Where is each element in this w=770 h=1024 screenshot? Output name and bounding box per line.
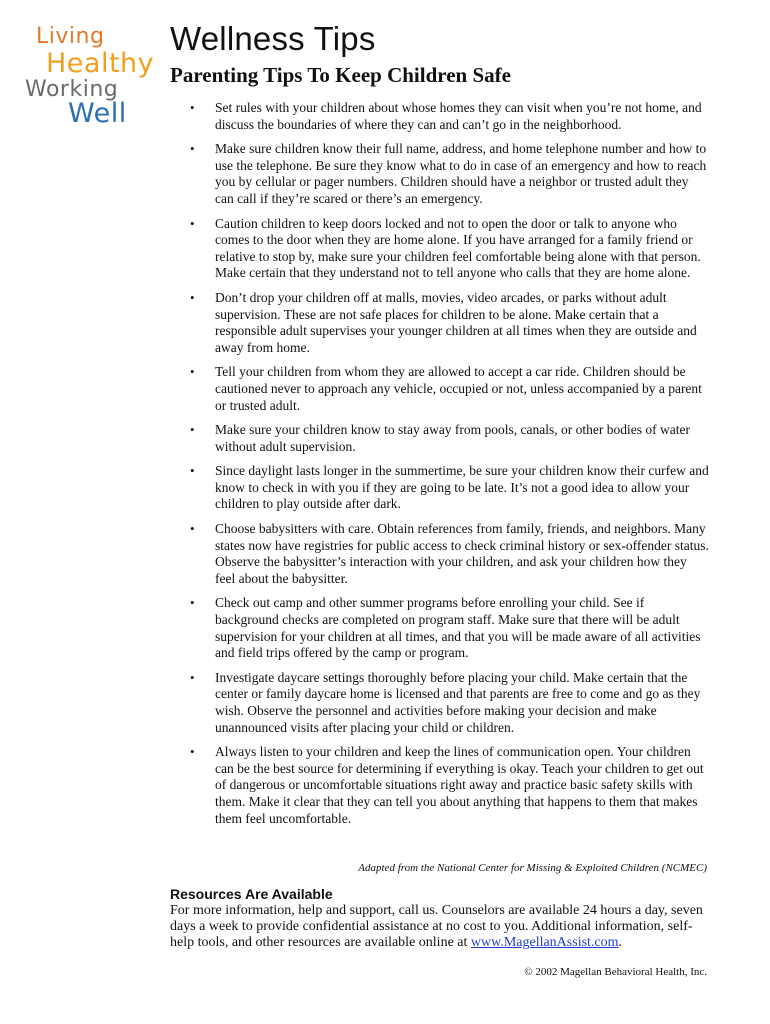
- page-title: Wellness Tips: [170, 20, 376, 57]
- page-subtitle: Parenting Tips To Keep Children Safe: [170, 63, 511, 87]
- bullet-icon: •: [190, 744, 195, 760]
- tip-item: [170, 290, 710, 356]
- tip-text: Don’t drop your children off at malls, movies, video arcades, or parks without adult supervision. These are not safe places for children to be alone. Make certain that a responsible adult supervises your younger children at all times when they are outside and away from home.: [215, 289, 697, 355]
- tip-text: Since daylight lasts longer in the summertime, be sure your children know their curfew and know to check in with you if they are going to be late. It’s not a good idea to allow your children to play outside after dark.: [215, 463, 709, 512]
- bullet-icon: •: [190, 422, 195, 438]
- tip-text: Set rules with your children about whose homes they can visit when you’re not home, and discuss the boundaries of where they can and can’t go in the neighborhood.: [215, 100, 702, 132]
- copyright-notice: © 2002 Magellan Behavioral Health, Inc.: [524, 966, 707, 978]
- bullet-icon: •: [190, 521, 195, 537]
- tip-item: [170, 141, 710, 207]
- tip-item: [170, 364, 710, 414]
- bullet-icon: •: [190, 141, 195, 157]
- bullet-icon: •: [190, 595, 195, 611]
- logo-word-working: Working: [25, 77, 119, 102]
- bullet-icon: •: [190, 364, 195, 380]
- tip-text: Tell your children from whom they are allowed to accept a car ride. Children should be cautioned never to approach any vehicle, occupied or not, unless accompanied by a parent or trusted adult.: [215, 364, 702, 413]
- tip-item: [170, 744, 710, 827]
- tip-text: Make sure children know their full name, address, and home telephone number and how to use the telephone. Be sure they know what to do in case of an emergency and how to reach you by cellular or pager numbers. Children should have a neighbor or trusted adult they can call if they’re scared or there’s an emergency.: [215, 141, 707, 206]
- resources-text: For more information, help and support, call us. Counselors are available 24 hours a day, seven days a week to provide confidential assistance at no cost to you. Additional information, self-help tools, and other resources are available online at: [170, 903, 703, 951]
- bullet-icon: •: [190, 289, 195, 305]
- tip-item: [170, 521, 710, 587]
- tip-text: Always listen to your children and keep the lines of communication open. Your children can be the best source for determining if everything is okay. Teach your children to get out of dangerous or uncomfortable situations right away and practice basic safety skills with them. Make it clear that they can tell you about anything that happens to them that makes them feel uncomfortable.: [215, 744, 704, 826]
- tip-item: [170, 670, 710, 736]
- resources-trailing-period: .: [618, 935, 623, 951]
- resources-paragraph: [170, 903, 710, 952]
- logo-word-well: Well: [68, 98, 127, 129]
- logo-word-living: Living: [36, 24, 105, 49]
- tip-item: [170, 463, 710, 513]
- tip-item: [170, 216, 710, 282]
- tip-text: Investigate daycare settings thoroughly before placing your child. Make certain that the center or family daycare home is licensed and that parents are free to come and go as they wish. Observe the personnel and activities before making your decision and make unannounced visits after placing your child or children.: [215, 669, 701, 735]
- magellan-assist-link[interactable]: www.MagellanAssist.com: [470, 935, 619, 951]
- tip-text: Caution children to keep doors locked and not to open the door or talk to anyone who comes to the door when they are home alone. If you have arranged for a family friend or relative to stop by, make sure your children feel comfortable being alone with that person. Make certain that they understand not to tell anyone who calls that they are home alone.: [215, 215, 701, 281]
- attribution-note: Adapted from the National Center for Missing & Exploited Children (NCMEC): [358, 862, 707, 874]
- bullet-icon: •: [190, 100, 195, 115]
- bullet-icon: •: [190, 463, 195, 479]
- tips-list: [170, 100, 710, 835]
- tip-item: [170, 422, 710, 455]
- bullet-icon: •: [190, 669, 195, 685]
- tip-text: Choose babysitters with care. Obtain references from family, friends, and neighbors. Many states now have registries for public access to check criminal history or sex-offender status. Observe the babysitter’s interaction with your children, and ask your children how they feel about the babysitter.: [215, 521, 709, 586]
- tip-item: [170, 595, 710, 661]
- logo-word-healthy: Healthy: [46, 48, 155, 79]
- tip-text: Make sure your children know to stay away from pools, canals, or other bodies of water without adult supervision.: [215, 422, 690, 454]
- tip-text: Check out camp and other summer programs before enrolling your child. See if background checks are completed on program staff. Make sure that there will be adult supervision for your children at all times, and that you will be made aware of all activities and field trips offered by the camp or program.: [215, 595, 701, 661]
- resources-heading: Resources Are Available: [170, 886, 333, 902]
- bullet-icon: •: [190, 215, 195, 231]
- tip-item: [170, 100, 710, 133]
